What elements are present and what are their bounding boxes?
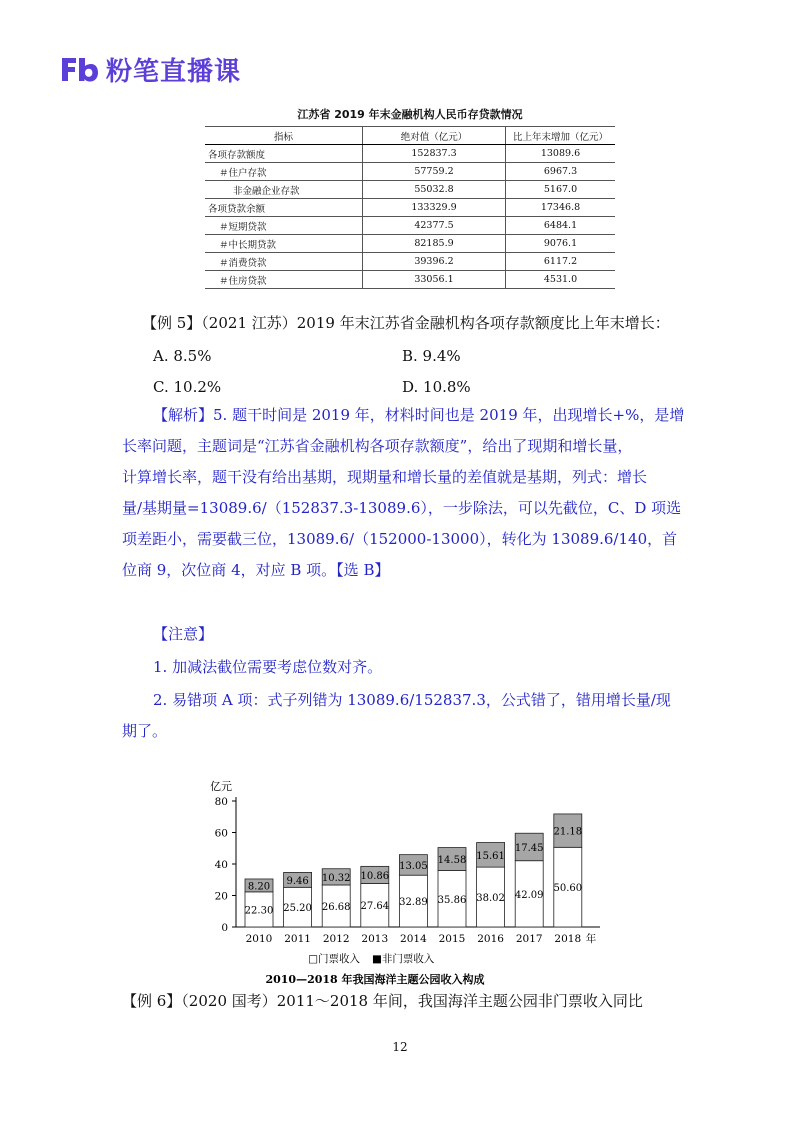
page-number: 12: [392, 1040, 408, 1054]
table-title: 江苏省 2019 年末金融机构人民币存贷款情况: [297, 108, 523, 121]
y-tick-label: 60: [214, 827, 228, 840]
y-tick-label: 40: [214, 859, 228, 871]
row-abs: 152837.3: [363, 145, 506, 163]
label-ticket-2015: 35.86: [437, 894, 467, 906]
option-a: A. 8.5%: [153, 347, 212, 365]
table-header-cell: 绝对值（亿元）: [363, 127, 506, 145]
label-ticket-2013: 27.64: [360, 901, 390, 913]
option-c: C. 10.2%: [153, 378, 222, 396]
chart-title: 2010—2018 年我国海洋主题公园收入构成: [265, 973, 485, 986]
analysis-line: 【解析】5. 题干时间是 2019 年，材料时间也是 2019 年，出现增长+%，是增: [153, 406, 685, 424]
legend-nonticket: ■非门票收入: [372, 953, 435, 965]
x-tick-label-2018: 2018: [554, 933, 582, 945]
label-nonticket-2018: 21.18: [553, 826, 583, 838]
x-tick-label-2010: 2010: [245, 933, 273, 945]
row-name: ＃消费贷款: [205, 253, 363, 271]
example6-question: 【例 6】（2020 国考）2011～2018 年间，我国海洋主题公园非门票收入同比: [122, 992, 643, 1010]
analysis-line: 项差距小，需要截三位，13089.6/（152000-13000），转化为 13089.6/140，首: [122, 530, 678, 548]
label-nonticket-2011: 9.46: [286, 875, 309, 887]
deposit-loan-table: [205, 126, 615, 289]
table-row: [205, 253, 615, 271]
label-ticket-2017: 42.09: [514, 889, 544, 901]
x-tick-label-2013: 2013: [361, 933, 389, 945]
label-ticket-2018: 50.60: [553, 883, 583, 895]
table-row: [205, 181, 615, 199]
row-inc: 6117.2: [506, 253, 616, 271]
label-ticket-2010: 22.30: [244, 905, 274, 917]
label-ticket-2011: 25.20: [283, 903, 312, 915]
fb-logo-icon: [58, 54, 100, 84]
analysis-line: 量/基期量=13089.6/（152837.3-13089.6），一步除法，可以先截位，C、D 项选: [122, 499, 682, 517]
x-tick-label-2015: 2015: [438, 933, 466, 945]
example5-question: 【例 5】（2021 江苏）2019 年末江苏省金融机构各项存款额度比上年末增长：: [142, 314, 670, 332]
label-nonticket-2014: 13.05: [399, 860, 428, 872]
x-tick-label-2014: 2014: [400, 933, 427, 945]
x-axis-unit: 年: [585, 933, 597, 945]
table-row: [205, 217, 615, 235]
table-row: [205, 145, 615, 163]
row-inc: 4531.0: [506, 271, 616, 289]
label-nonticket-2010: 8.20: [247, 881, 271, 893]
table-row: [205, 235, 615, 253]
option-b: B. 9.4%: [402, 347, 461, 365]
revenue-stacked-bar-chart: [200, 778, 610, 988]
table-row: [205, 163, 615, 181]
label-ticket-2014: 32.89: [399, 897, 428, 909]
y-tick-label: 0: [221, 922, 228, 934]
y-axis-label: 亿元: [210, 780, 232, 793]
brand-logo: [58, 52, 241, 86]
note-item: 期了。: [122, 722, 168, 740]
x-tick-label-2017: 2017: [515, 933, 543, 945]
table-header-row: [205, 127, 615, 145]
row-name: ＃中长期贷款: [205, 235, 363, 253]
notes-heading: 【注意】: [153, 625, 214, 643]
label-nonticket-2013: 10.86: [360, 870, 390, 882]
row-abs: 55032.8: [363, 181, 506, 199]
row-inc: 6484.1: [506, 217, 616, 235]
row-name: ＃住户存款: [205, 163, 363, 181]
row-abs: 133329.9: [363, 199, 506, 217]
table-row: [205, 199, 615, 217]
row-abs: 33056.1: [363, 271, 506, 289]
row-abs: 42377.5: [363, 217, 506, 235]
y-tick-label: 80: [214, 796, 228, 808]
row-name: 各项贷款余额: [205, 199, 363, 217]
analysis-line: 位商 9，次位商 4，对应 B 项。【选 B】: [122, 561, 390, 579]
x-tick-label-2012: 2012: [322, 933, 350, 945]
legend-ticket: □门票收入: [308, 953, 360, 965]
label-nonticket-2012: 10.32: [321, 872, 351, 884]
row-name: 各项存款额度: [205, 145, 363, 163]
label-ticket-2012: 26.68: [321, 901, 351, 913]
row-abs: 39396.2: [363, 253, 506, 271]
label-nonticket-2017: 17.45: [514, 842, 544, 854]
brand-name: 粉笔直播课: [106, 56, 242, 87]
x-tick-label-2011: 2011: [284, 933, 311, 945]
label-nonticket-2016: 15.61: [476, 850, 505, 862]
row-inc: 5167.0: [506, 181, 616, 199]
table-header-cell: 指标: [205, 127, 363, 145]
row-name: ＃短期贷款: [205, 217, 363, 235]
x-tick-label-2016: 2016: [477, 933, 504, 945]
row-abs: 82185.9: [363, 235, 506, 253]
table-header-cell: 比上年末增加（亿元）: [506, 127, 616, 145]
analysis-line: 长率问题，主题词是“江苏省金融机构各项存款额度”，给出了现期和增长量，: [122, 437, 633, 455]
row-inc: 9076.1: [506, 235, 616, 253]
note-item: 1. 加减法截位需要考虑位数对齐。: [153, 658, 383, 676]
row-inc: 13089.6: [506, 145, 616, 163]
table-row: [205, 271, 615, 289]
row-inc: 17346.8: [506, 199, 616, 217]
row-name: ＃住房贷款: [205, 271, 363, 289]
row-inc: 6967.3: [506, 163, 616, 181]
row-abs: 57759.2: [363, 163, 506, 181]
analysis-line: 计算增长率，题干没有给出基期，现期量和增长量的差值就是基期，列式：增长: [122, 468, 648, 486]
note-item: 2. 易错项 A 项：式子列错为 13089.6/152837.3，公式错了，错用增长量/现: [153, 691, 671, 709]
option-d: D. 10.8%: [402, 378, 471, 396]
row-name: 非金融企业存款: [205, 181, 363, 199]
label-nonticket-2015: 14.58: [437, 855, 467, 867]
label-ticket-2016: 38.02: [476, 893, 505, 905]
y-tick-label: 20: [214, 890, 228, 903]
